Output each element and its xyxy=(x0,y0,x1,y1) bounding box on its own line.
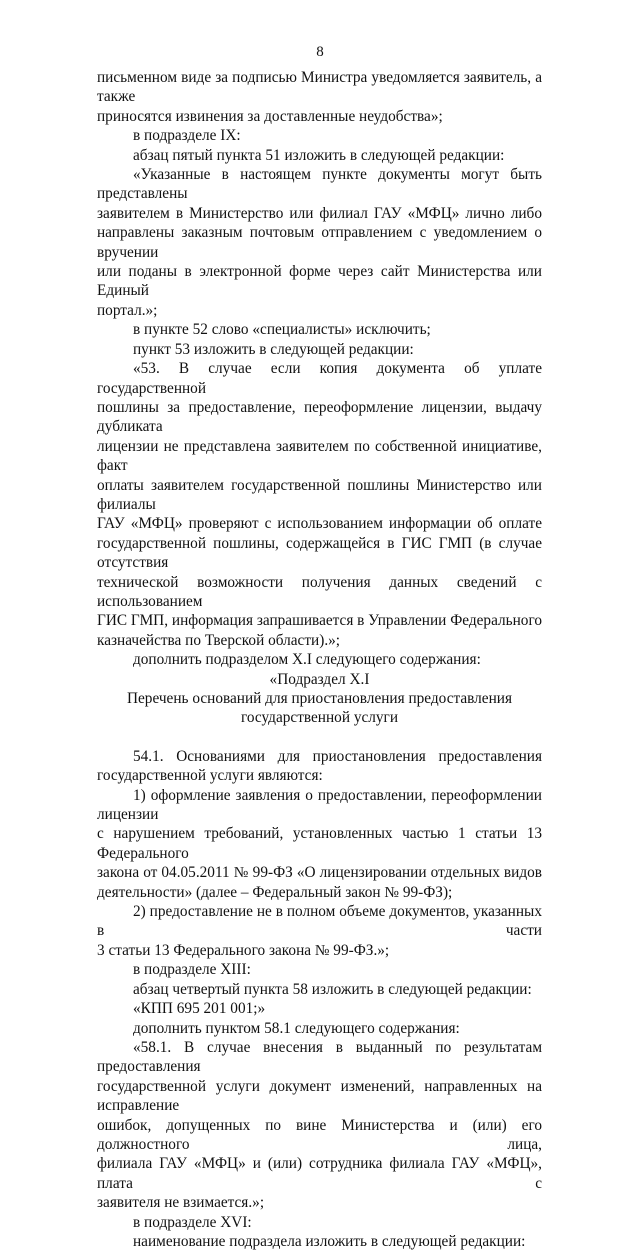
page-number: 8 xyxy=(316,44,324,60)
text-line: направлены заказным почтовым отправлением с уведомлением о вручении xyxy=(97,224,542,261)
text-line: 1) оформление заявления о предоставлении, переоформлении лицензии xyxy=(97,786,542,824)
subsection-title-line: Перечень оснований для приостановления предоставления xyxy=(126,690,513,707)
text-line: в пункте 52 слово «специалисты» исключить; xyxy=(133,321,431,339)
text-line: «Указанные в настоящем пункте документы могут быть представлены xyxy=(97,166,542,203)
text-line: наименование подраздела изложить в следующей редакции: xyxy=(133,1232,526,1250)
text-line: в подразделе XVI: xyxy=(133,1213,252,1231)
text-line: абзац четвертый пункта 58 изложить в следующей редакции: xyxy=(133,980,532,998)
text-line: технической возможности получения данных сведений с использованием xyxy=(97,573,542,610)
text-line: «53. В случае если копия документа об уплате государственной xyxy=(97,360,542,397)
text-line: абзац пятый пункта 51 изложить в следующей редакции: xyxy=(133,146,505,164)
text-line: с нарушением требований, установленных частью 1 статьи 13 Федерального xyxy=(97,825,542,862)
text-line: «КПП 695 201 001;» xyxy=(133,1000,266,1018)
text-line: государственной пошлины, содержащейся в ГИС ГМП (в случае отсутствия xyxy=(97,534,542,572)
document-body xyxy=(97,68,542,1251)
text-line: 54.1. Основаниями для приостановления предоставления xyxy=(133,747,542,765)
text-line: или поданы в электронной форме через сайт Министерства или Единый xyxy=(97,263,542,300)
text-line: дополнить пунктом 58.1 следующего содержания: xyxy=(133,1019,460,1037)
text-line: пункт 53 изложить в следующей редакции: xyxy=(133,340,414,358)
text-line: приносятся извинения за доставленные неудобства»; xyxy=(97,107,443,125)
text-line: оплаты заявителем государственной пошлины Министерство или филиалы xyxy=(97,476,542,513)
text-line: 2) предоставление не в полном объеме документов, указанных в части xyxy=(97,903,542,940)
text-line: портал.»; xyxy=(97,301,158,319)
subsection-heading: «Подраздел X.I xyxy=(269,670,370,688)
text-line: дополнить подразделом X.I следующего содержания: xyxy=(133,651,481,669)
subsection-title-line: государственной услуги xyxy=(240,709,399,727)
text-line: государственной услуги являются: xyxy=(97,767,323,785)
text-line: казначейства по Тверской области).»; xyxy=(97,631,341,649)
text-line: заявителем в Министерство или филиал ГАУ «МФЦ» лично либо xyxy=(97,204,542,222)
text-line: ошибок, допущенных по вине Министерства и (или) его должностного лица, xyxy=(97,1116,542,1153)
text-line: 3 статьи 13 Федерального закона № 99-ФЗ.»; xyxy=(97,941,390,959)
blank-line xyxy=(97,728,542,747)
text-line: государственной услуги документ изменений, направленных на исправление xyxy=(97,1077,542,1115)
text-line: «58.1. В случае внесения в выданный по результатам предоставления xyxy=(97,1038,542,1076)
text-line: деятельности» (далее – Федеральный закон № 99-ФЗ); xyxy=(97,883,453,901)
text-line: заявителя не взимается.»; xyxy=(97,1194,265,1212)
text-line: ГАУ «МФЦ» проверяют с использованием информации об оплате xyxy=(97,515,542,533)
text-line: лицензии не представлена заявителем по собственной инициативе, факт xyxy=(97,437,542,475)
text-line: в подразделе IX: xyxy=(133,127,241,145)
text-line: пошлины за предоставление, переоформление лицензии, выдачу дубликата xyxy=(97,398,542,436)
text-line: ГИС ГМП, информация запрашивается в Управлении Федерального xyxy=(97,612,542,630)
text-line: письменном виде за подписью Министра уведомляется заявитель, а также xyxy=(97,69,542,106)
text-line: закона от 04.05.2011 № 99-ФЗ «О лицензировании отдельных видов xyxy=(97,864,542,882)
text-line: филиала ГАУ «МФЦ» и (или) сотрудника филиала ГАУ «МФЦ», плата с xyxy=(97,1155,542,1192)
text-line: в подразделе XIII: xyxy=(133,961,251,979)
